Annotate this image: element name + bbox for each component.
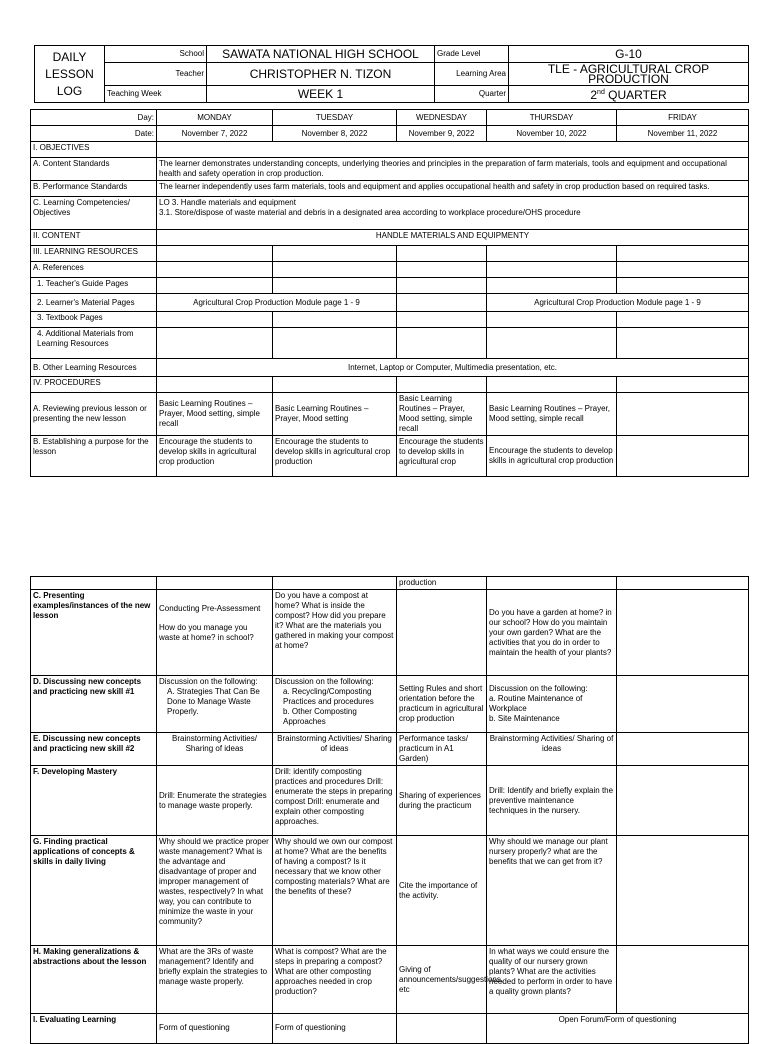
area-value: TLE - AGRICULTURAL CROP PRODUCTION xyxy=(509,63,749,86)
discuss2-wednesday: Performance tasks/ practicum in A1 Garden) xyxy=(397,733,487,766)
purpose-label: B. Establishing a purpose for the lesson xyxy=(31,436,157,477)
header-table xyxy=(34,45,749,103)
competencies-label: C. Learning Competencies/ Objectives xyxy=(31,197,157,230)
discuss2-tuesday: Brainstorming Activities/ Sharing of ideas xyxy=(273,733,397,766)
school-label: School xyxy=(105,46,207,63)
purpose-tuesday: Encourage the students to develop skills in agricultural crop production xyxy=(273,436,397,477)
performance-standards-text: The learner independently uses farm materials, tools and equipment and applies occupational health and safety in crop production based on required tasks. xyxy=(157,181,749,197)
presenting-monday: Conducting Pre-Assessment How do you manage you waste at home? in school? xyxy=(157,590,273,676)
applications-monday: Why should we practice proper waste management? What is the advantage and disadvantage of proper and improper management of wastes, respectively? In what way, you can contribute to minimize the waste in your community? xyxy=(157,836,273,946)
discuss2-thursday: Brainstorming Activities/ Sharing of ideas xyxy=(487,733,617,766)
applications-thursday: Why should we manage our plant nursery properly? what are the benefits that we can get from it? xyxy=(487,836,617,946)
grade-value: G-10 xyxy=(509,46,749,63)
lesson-table-page2 xyxy=(30,576,749,1044)
week-label: Teaching Week xyxy=(105,86,207,103)
continued-wednesday: production xyxy=(397,577,487,590)
additional-label: 4. Additional Materials from Learning Resources xyxy=(31,328,157,359)
review-thursday: Basic Learning Routines – Prayer, Mood setting, simple recall xyxy=(487,393,617,436)
presenting-tuesday: Do you have a compost at home? What is inside the compost? How did you prepare it? What are the materials you gathered in making your compost at home? xyxy=(273,590,397,676)
evaluating-thursday: Open Forum/Form of questioning xyxy=(487,1014,749,1044)
presenting-label: C. Presenting examples/instances of the new lesson xyxy=(31,590,157,676)
purpose-wednesday: Encourage the students to develop skills in agricultural crop xyxy=(397,436,487,477)
discuss1-label: D. Discussing new concepts and practicing new skill #1 xyxy=(31,676,157,733)
discuss1-tuesday: Discussion on the following: a. Recycling/Composting Practices and procedures b. Other Composting Approaches xyxy=(273,676,397,733)
daily-lesson-log-title: DAILY LESSON LOG xyxy=(35,46,105,103)
discuss1-monday: Discussion on the following: A. Strategies That Can Be Done to Manage Waste Properly. xyxy=(157,676,273,733)
mastery-thursday: Drill: Identify and briefly explain the preventive maintenance techniques in the nursery. xyxy=(487,766,617,836)
day-friday: FRIDAY xyxy=(617,110,749,126)
other-resources-label: B. Other Learning Resources xyxy=(31,359,157,377)
day-thursday: THURSDAY xyxy=(487,110,617,126)
review-label: A. Reviewing previous lesson or presenting the new lesson xyxy=(31,393,157,436)
quarter-value: 2nd QUARTER xyxy=(509,86,749,103)
content-text: HANDLE MATERIALS AND EQUIPMENTY xyxy=(157,230,749,246)
generalization-wednesday: Giving of announcements/suggestions, etc xyxy=(397,946,487,1014)
week-value: WEEK 1 xyxy=(207,86,435,103)
generalization-thursday: In what ways we could ensure the quality of our nursery grown plants? What are the activities needed to perform in order to have a quality grown plants? xyxy=(487,946,617,1014)
date-thursday: November 10, 2022 xyxy=(487,126,617,142)
evaluating-label: I. Evaluating Learning xyxy=(31,1014,157,1044)
generalization-tuesday: What is compost? What are the steps in preparing a compost? What are other composting approaches needed in crop production? xyxy=(273,946,397,1014)
generalization-label: H. Making generalizations & abstractions about the lesson xyxy=(31,946,157,1014)
resources-heading: III. LEARNING RESOURCES xyxy=(31,246,157,262)
applications-label: G. Finding practical applications of concepts & skills in daily living xyxy=(31,836,157,946)
school-value: SAWATA NATIONAL HIGH SCHOOL xyxy=(207,46,435,63)
purpose-thursday: Encourage the students to develop skills in agricultural crop production xyxy=(487,436,617,477)
date-friday: November 11, 2022 xyxy=(617,126,749,142)
date-label: Date: xyxy=(31,126,157,142)
lm-label: 2. Learner's Material Pages xyxy=(31,294,157,312)
objectives-heading: I. OBJECTIVES xyxy=(31,142,157,158)
content-label: II. CONTENT xyxy=(31,230,157,246)
mastery-tuesday: Drill: identify composting practices and procedures Drill: enumerate the steps in preparing compost Drill: enumerate and explain other composting approaches. xyxy=(273,766,397,836)
mastery-wednesday: Sharing of experiences during the practicum xyxy=(397,766,487,836)
review-wednesday: Basic Learning Routines – Prayer, Mood setting, simple recall xyxy=(397,393,487,436)
review-monday: Basic Learning Routines – Prayer, Mood setting, simple recall xyxy=(157,393,273,436)
procedures-heading: IV. PROCEDURES xyxy=(31,377,157,393)
discuss2-monday: Brainstorming Activities/ Sharing of ideas xyxy=(157,733,273,766)
applications-tuesday: Why should we own our compost at home? What are the benefits of having a compost? Is it necessary that we know other composting materials? What are the benefits of these? xyxy=(273,836,397,946)
date-tuesday: November 8, 2022 xyxy=(273,126,397,142)
generalization-monday: What are the 3Rs of waste management? Identify and briefly explain the strategies to manage waste properly. xyxy=(157,946,273,1014)
applications-wednesday: Cite the importance of the activity. xyxy=(397,836,487,946)
quarter-label: Quarter xyxy=(435,86,509,103)
day-tuesday: TUESDAY xyxy=(273,110,397,126)
day-wednesday: WEDNESDAY xyxy=(397,110,487,126)
references-label: A. References xyxy=(31,262,157,278)
other-resources-text: Internet, Laptop or Computer, Multimedia presentation, etc. xyxy=(157,359,749,377)
area-label: Learning Area xyxy=(435,63,509,86)
discuss1-thursday: Discussion on the following: a. Routine Maintenance of Workplace b. Site Maintenance xyxy=(487,676,617,733)
content-standards-text: The learner demonstrates understanding concepts, underlying theories and principles in the preparation of farm materials, tools and equipment and occupational health and safety operation in crop production. xyxy=(157,158,749,181)
content-standards-label: A. Content Standards xyxy=(31,158,157,181)
evaluating-tuesday: Form of questioning xyxy=(273,1014,397,1044)
lm-thursday: Agricultural Crop Production Module page 1 - 9 xyxy=(487,294,749,312)
day-label: Day: xyxy=(31,110,157,126)
day-monday: MONDAY xyxy=(157,110,273,126)
presenting-thursday: Do you have a garden at home? in our school? How do you maintain your own garden? What are the activities that you do in order to maintain the health of your plants? xyxy=(487,590,617,676)
lesson-table-page1 xyxy=(30,109,749,477)
mastery-monday: Drill: Enumerate the strategies to manage waste properly. xyxy=(157,766,273,836)
teacher-label: Teacher xyxy=(105,63,207,86)
review-tuesday: Basic Learning Routines – Prayer, Mood setting xyxy=(273,393,397,436)
discuss1-wednesday: Setting Rules and short orientation before the practicum in agricultural crop production xyxy=(397,676,487,733)
evaluating-monday: Form of questioning xyxy=(157,1014,273,1044)
date-wednesday: November 9, 2022 xyxy=(397,126,487,142)
competencies-text: LO 3. Handle materials and equipment 3.1. Store/dispose of waste material and debris in a designated area according to workplace procedure/OHS procedure xyxy=(157,197,749,230)
date-monday: November 7, 2022 xyxy=(157,126,273,142)
teacher-value: CHRISTOPHER N. TIZON xyxy=(207,63,435,86)
textbook-label: 3. Textbook Pages xyxy=(31,312,157,328)
grade-label: Grade Level xyxy=(435,46,509,63)
lm-monday: Agricultural Crop Production Module page 1 - 9 xyxy=(157,294,397,312)
performance-standards-label: B. Performance Standards xyxy=(31,181,157,197)
discuss2-label: E. Discussing new concepts and practicing new skill #2 xyxy=(31,733,157,766)
mastery-label: F. Developing Mastery xyxy=(31,766,157,836)
tg-label: 1. Teacher's Guide Pages xyxy=(31,278,157,294)
purpose-monday: Encourage the students to develop skills in agricultural crop production xyxy=(157,436,273,477)
